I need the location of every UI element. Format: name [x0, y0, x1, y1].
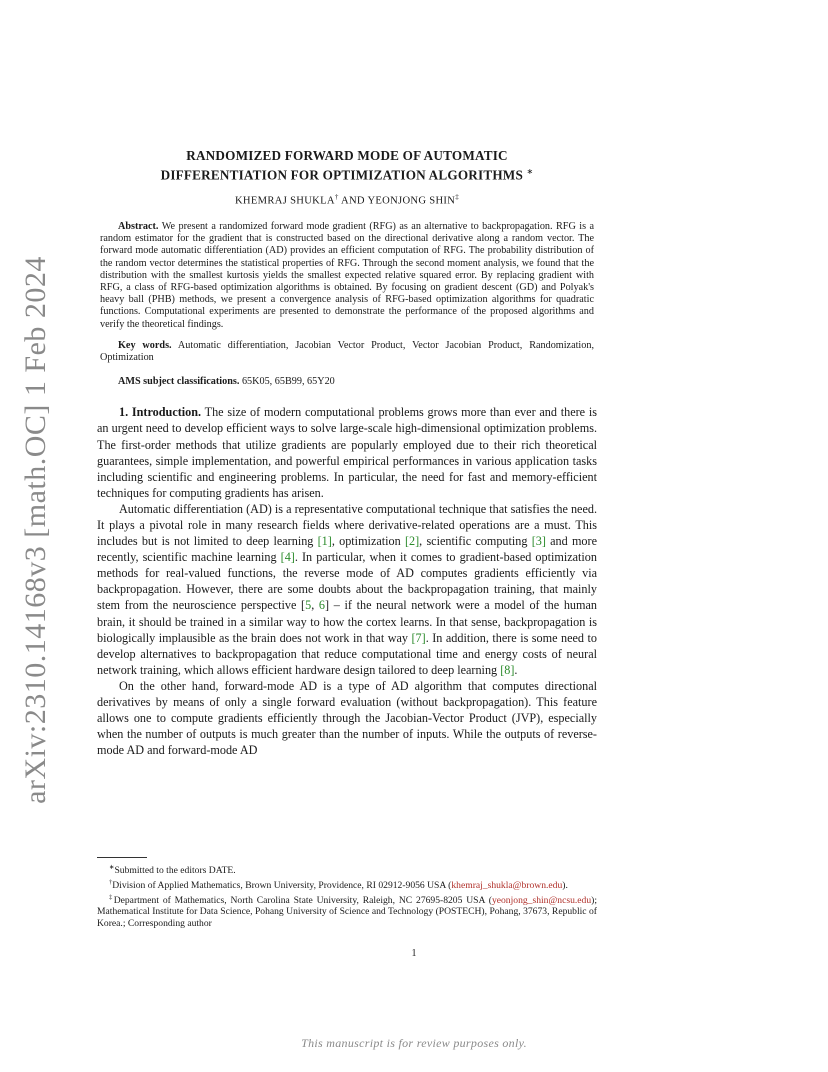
title-line-2: DIFFERENTIATION FOR OPTIMIZATION ALGORITHMS ∗	[160, 167, 534, 183]
citation-link[interactable]: 6	[318, 598, 326, 613]
author-1-mark: †	[334, 193, 339, 202]
intro-paragraph-3: On the other hand, forward-mode AD is a type of AD algorithm that computes directional derivatives by means of only a single forward evaluation (without backpropagation). This feature allows one to compute gradients efficiently through the Jacobian-Vector Product (JVP), especially when the number of outputs is much greater than the number of inputs. While the outputs of reverse-mode AD and forward-mode AD	[97, 678, 597, 758]
page-number: 1	[411, 948, 417, 959]
paper-page	[97, 148, 597, 758]
title-footnote-mark: ∗	[526, 167, 534, 176]
citation-link[interactable]: 5	[305, 598, 312, 613]
author-line	[97, 193, 597, 207]
email-link[interactable]: yeonjong_shin@ncsu.edu	[491, 894, 592, 906]
introduction-section	[97, 404, 597, 758]
title-line-1: RANDOMIZED FORWARD MODE OF AUTOMATIC	[186, 148, 508, 163]
ams-text: 65K05, 65B99, 65Y20	[241, 376, 335, 388]
citation-link[interactable]: [1]	[317, 534, 332, 549]
citation-link[interactable]: [8]	[500, 662, 515, 677]
paper-title	[97, 148, 597, 183]
author-1: KHEMRAJ SHUKLA	[234, 195, 335, 207]
author-2: YEONJONG SHIN	[367, 195, 456, 207]
keywords-text: Automatic differentiation, Jacobian Vector Product, Vector Jacobian Product, Randomization, Optimization	[100, 339, 594, 363]
ams-classifications	[97, 376, 597, 388]
footnote-1: ∗Submitted to the editors DATE.	[109, 864, 236, 877]
review-watermark: This manuscript is for review purposes only.	[301, 1036, 527, 1050]
author-and: AND	[341, 195, 365, 207]
intro-paragraph-1: 1. Introduction. The size of modern computational problems grows more than ever and there is an urgent need to develop efficient ways to solve large-scale high-dimensional optimization problems. The first-order methods that utilize gradients are popularly employed due to their rich theoretical guarantees, simple implementation, and powerful empirical performances in various application tasks including scientific and engineering problems. In particular, the need for fast and memory-efficient techniques for computing gradients has arisen.	[97, 405, 597, 500]
author-2-mark: ‡	[455, 193, 460, 202]
footnotes	[97, 862, 597, 930]
abstract	[97, 221, 597, 331]
footnote-3: ‡Department of Mathematics, North Carolina State University, Raleigh, NC 27695-8205 USA (yeonjong_shin@ncsu.edu); Mathematical Institute for Data Science, Pohang University of Science and Technology (POSTECH), Pohang, 37673, Republic of Korea.; Corresponding author	[97, 893, 597, 929]
ams-label: AMS subject classifications.	[118, 376, 240, 388]
arxiv-identifier: arXiv:2310.14168v3 [math.OC] 1 Feb 2024	[19, 256, 52, 804]
keywords	[97, 340, 597, 364]
abstract-text: We present a randomized forward mode gradient (RFG) as an alternative to backpropagation. RFG is a random estimator for the gradient that is constructed based on the directional derivative along a random vector. The forward mode automatic differentiation (AD) provides an efficient computation of RFG. The probability distribution of the random vector determines the statistical properties of RFG. Through the second moment analysis, we found that the distribution with the smallest kurtosis yields the smallest expected relative squared error. By replacing gradient with RFG, a class of RFG-based optimization algorithms is obtained. By focusing on gradient descent (GD) and Polyak's heavy ball (PHB) methods, we present a convergence analysis of RFG-based optimization algorithms for quadratic functions. Computational experiments are presented to demonstrate the performance of the proposed algorithms and verify the theoretical findings.	[100, 220, 594, 330]
citation-link[interactable]: [7]	[411, 630, 426, 645]
footnote-divider	[97, 857, 147, 858]
intro-paragraph-2: Automatic differentiation (AD) is a representative computational technique that satisfies the need. It plays a pivotal role in many research fields where derivative-related operations are a must. This includes but is not limited to deep learning [1], optimization [2], scientific computing [3] and more recently, scientific machine learning [4]. In particular, when it comes to gradient-based optimization methods for real-valued functions, the reverse mode of AD computes gradients efficiently via backpropagation. However, there are some doubts about the backpropagation training, that mainly stem from the neuroscience perspective [5, 6] – if the neural network were a model of the human brain, it should be trained in a similar way to how the cortex learns. In that sense, backpropagation is biologically implausible as the brain does not work in that way [7]. In addition, there is some need to develop alternatives to backpropagation that reduce computational time and energy costs of neural network training, which allows efficient hardware design tailored to deep learning [8].	[97, 501, 598, 677]
footnote-2: †Division of Applied Mathematics, Brown University, Providence, RI 02912-9056 USA (khemraj_shukla@brown.edu).	[109, 878, 568, 891]
citation-link[interactable]: [2]	[404, 534, 420, 549]
email-link[interactable]: khemraj_shukla@brown.edu	[451, 879, 563, 891]
citation-link[interactable]: [3]	[531, 534, 546, 549]
keywords-label: Key words.	[118, 339, 172, 351]
citation-link[interactable]: [4]	[280, 550, 295, 565]
abstract-label: Abstract.	[118, 220, 159, 232]
section-heading: 1. Introduction.	[119, 405, 202, 420]
arxiv-identifier-sidebar	[8, 256, 64, 804]
